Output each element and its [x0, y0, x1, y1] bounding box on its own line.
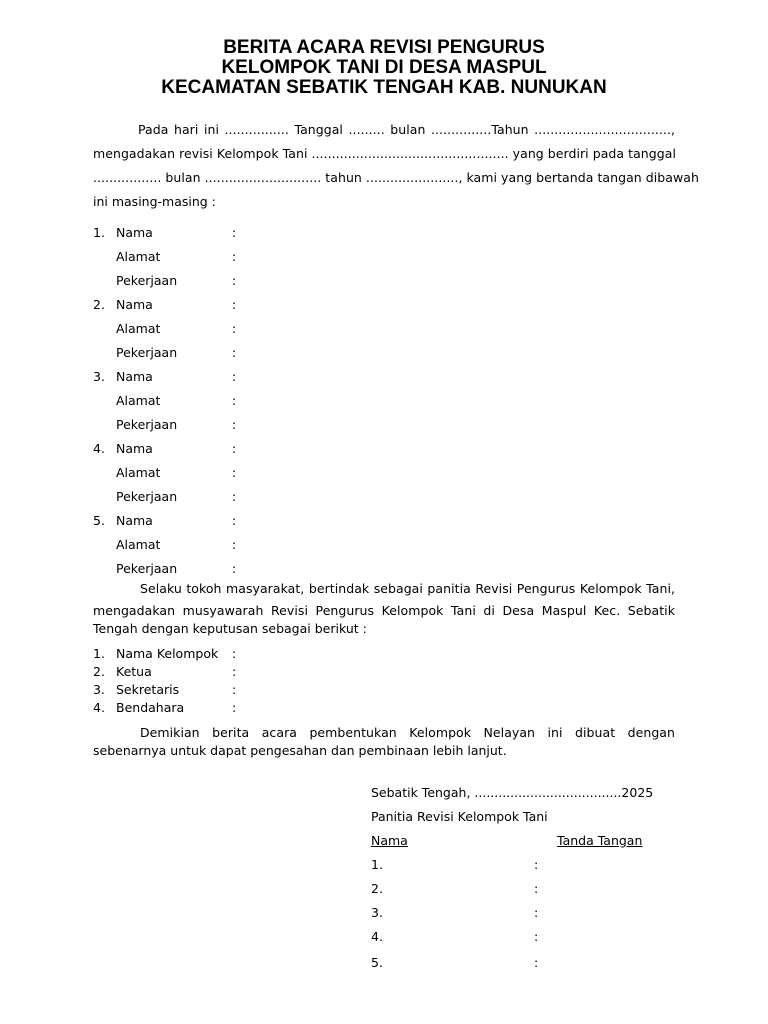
position-number: 1. — [93, 646, 105, 661]
intro-line-3: ................. bulan ............................. tahun ......................., kami yang bertanda tangan dibawah — [93, 170, 699, 185]
colon: : — [232, 682, 237, 697]
position-number: 2. — [93, 664, 105, 679]
colon: : — [232, 249, 237, 264]
colon: : — [232, 417, 237, 432]
committee-title: Panitia Revisi Kelompok Tani — [371, 809, 548, 824]
colon: : — [232, 225, 237, 240]
colon: : — [232, 465, 237, 480]
name-column-header: Nama — [371, 833, 408, 848]
colon: : — [232, 646, 237, 661]
colon: : — [232, 700, 237, 715]
member-address-label: Alamat — [116, 249, 161, 264]
colon: : — [232, 393, 237, 408]
member-name-label: Nama — [116, 369, 153, 384]
colon: : — [232, 537, 237, 552]
decision-line-3: Tengah dengan keputusan sebagai berikut : — [93, 621, 367, 636]
title-line-1: BERITA ACARA REVISI PENGURUS — [223, 37, 545, 58]
document-title — [0, 38, 768, 98]
colon: : — [534, 881, 539, 896]
closing-line-2: sebenarnya untuk dapat pengesahan dan pembinaan lebih lanjut. — [93, 743, 507, 758]
title-line-2: KELOMPOK TANI DI DESA MASPUL — [221, 57, 547, 78]
colon: : — [534, 857, 539, 872]
member-number: 4. — [93, 441, 105, 456]
member-job-label: Pekerjaan — [116, 561, 178, 576]
member-name-label: Nama — [116, 225, 153, 240]
member-job-label: Pekerjaan — [116, 417, 178, 432]
member-address-label: Alamat — [116, 465, 161, 480]
member-number: 3. — [93, 369, 105, 384]
signature-column-header: Tanda Tangan — [557, 833, 643, 848]
colon: : — [534, 955, 539, 970]
member-name-label: Nama — [116, 441, 153, 456]
signature-row-number: 3. — [371, 905, 383, 920]
position-label: Nama Kelompok — [116, 646, 219, 661]
decision-line-2: mengadakan musyawarah Revisi Pengurus Kelompok Tani di Desa Maspul Kec. Sebatik — [93, 603, 675, 618]
member-job-label: Pekerjaan — [116, 345, 178, 360]
member-number: 2. — [93, 297, 105, 312]
intro-line-2: mengadakan revisi Kelompok Tani ................................................. yang berdiri pada tanggal — [93, 146, 676, 161]
member-name-label: Nama — [116, 513, 153, 528]
colon: : — [232, 345, 237, 360]
member-address-label: Alamat — [116, 393, 161, 408]
member-address-label: Alamat — [116, 321, 161, 336]
intro-line-1: Pada hari ini ................ Tanggal ......... bulan ...............Tahun .................................., — [138, 122, 675, 137]
member-name-label: Nama — [116, 297, 153, 312]
member-number: 5. — [93, 513, 105, 528]
colon: : — [534, 929, 539, 944]
colon: : — [232, 561, 237, 576]
position-number: 4. — [93, 700, 105, 715]
colon: : — [232, 369, 237, 384]
position-label: Ketua — [116, 664, 152, 679]
colon: : — [232, 664, 237, 679]
colon: : — [232, 441, 237, 456]
member-address-label: Alamat — [116, 537, 161, 552]
member-number: 1. — [93, 225, 105, 240]
member-job-label: Pekerjaan — [116, 489, 178, 504]
colon: : — [232, 489, 237, 504]
signature-row-number: 1. — [371, 857, 383, 872]
colon: : — [232, 513, 237, 528]
colon: : — [232, 297, 237, 312]
colon: : — [232, 321, 237, 336]
colon: : — [534, 905, 539, 920]
position-number: 3. — [93, 682, 105, 697]
title-line-3: KECAMATAN SEBATIK TENGAH KAB. NUNUKAN — [161, 77, 607, 98]
colon: : — [232, 273, 237, 288]
position-label: Bendahara — [116, 700, 185, 715]
signature-row-number: 2. — [371, 881, 383, 896]
intro-line-4: ini masing-masing : — [93, 194, 216, 209]
position-label: Sekretaris — [116, 682, 180, 697]
signature-row-number: 5. — [371, 955, 383, 970]
decision-line-1: Selaku tokoh masyarakat, bertindak sebagai panitia Revisi Pengurus Kelompok Tani, — [140, 581, 675, 596]
place-date: Sebatik Tengah, .....................................2025 — [371, 785, 654, 800]
member-job-label: Pekerjaan — [116, 273, 178, 288]
signature-row-number: 4. — [371, 929, 383, 944]
closing-line-1: Demikian berita acara pembentukan Kelompok Nelayan ini dibuat dengan — [140, 725, 675, 740]
